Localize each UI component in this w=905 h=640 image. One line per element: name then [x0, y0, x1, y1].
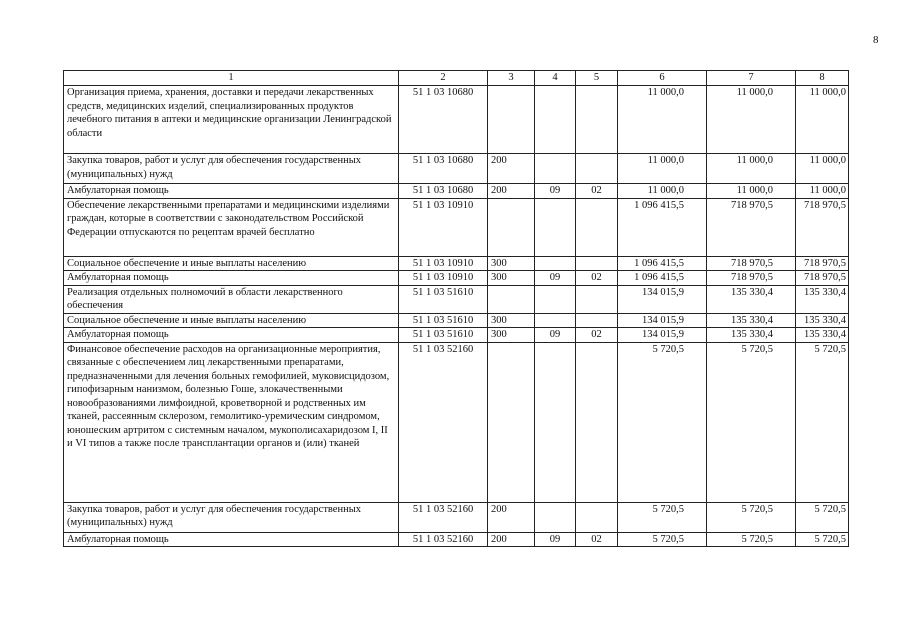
header-cell: 8: [796, 71, 849, 86]
row-rz: 09: [535, 184, 576, 199]
row-pr: [576, 86, 618, 154]
row-pr: [576, 256, 618, 271]
row-value-6: 134 015,9: [618, 285, 707, 313]
row-value-6: 134 015,9: [618, 328, 707, 343]
row-value-6: 134 015,9: [618, 313, 707, 328]
header-cell: 5: [576, 71, 618, 86]
row-name: Социальное обеспечение и иные выплаты населению: [64, 256, 399, 271]
row-value-6: 11 000,0: [618, 184, 707, 199]
row-value-8: 11 000,0: [796, 184, 849, 199]
row-value-8: 718 970,5: [796, 198, 849, 256]
row-name: Амбулаторная помощь: [64, 328, 399, 343]
table-row: [64, 313, 849, 328]
row-value-7: 135 330,4: [707, 313, 796, 328]
header-cell: 2: [399, 71, 488, 86]
row-value-8: 5 720,5: [796, 502, 849, 532]
row-name: Закупка товаров, работ и услуг для обеспечения государственных (муниципальных) нужд: [64, 154, 399, 184]
row-pr: [576, 313, 618, 328]
row-pr: 02: [576, 328, 618, 343]
row-value-6: 11 000,0: [618, 154, 707, 184]
row-vr: [488, 86, 535, 154]
row-value-8: 718 970,5: [796, 256, 849, 271]
row-vr: [488, 285, 535, 313]
row-name: Закупка товаров, работ и услуг для обеспечения государственных (муниципальных) нужд: [64, 502, 399, 532]
row-rz: 09: [535, 271, 576, 286]
table-row: [64, 184, 849, 199]
row-name: Организация приема, хранения, доставки и передачи лекарственных средств, медицинских изделий, специализированных продуктов лечебного питания в аптеки и медицинские организации Ленинградской области: [64, 86, 399, 154]
row-value-8: 5 720,5: [796, 532, 849, 547]
row-name: Реализация отдельных полномочий в области лекарственного обеспечения: [64, 285, 399, 313]
row-value-6: 5 720,5: [618, 502, 707, 532]
row-rz: [535, 198, 576, 256]
row-value-7: 718 970,5: [707, 256, 796, 271]
row-value-8: 718 970,5: [796, 271, 849, 286]
row-rz: [535, 256, 576, 271]
header-cell: 3: [488, 71, 535, 86]
table-row: [64, 328, 849, 343]
row-rz: [535, 86, 576, 154]
row-value-7: 135 330,4: [707, 328, 796, 343]
row-code: 51 1 03 51610: [399, 313, 488, 328]
header-cell: 6: [618, 71, 707, 86]
header-cell: 4: [535, 71, 576, 86]
row-rz: [535, 342, 576, 502]
table-row: [64, 154, 849, 184]
budget-table: [63, 70, 849, 547]
table-row: [64, 198, 849, 256]
row-pr: [576, 342, 618, 502]
table-row: [64, 342, 849, 502]
row-value-7: 5 720,5: [707, 532, 796, 547]
header-cell: 7: [707, 71, 796, 86]
row-vr: 300: [488, 328, 535, 343]
row-pr: [576, 285, 618, 313]
table-row: [64, 271, 849, 286]
row-value-8: 135 330,4: [796, 328, 849, 343]
row-pr: [576, 502, 618, 532]
row-code: 51 1 03 52160: [399, 502, 488, 532]
row-vr: 200: [488, 154, 535, 184]
row-vr: 200: [488, 532, 535, 547]
row-pr: 02: [576, 271, 618, 286]
table-row: [64, 532, 849, 547]
row-code: 51 1 03 51610: [399, 285, 488, 313]
row-name: Амбулаторная помощь: [64, 271, 399, 286]
row-rz: 09: [535, 532, 576, 547]
row-value-8: 135 330,4: [796, 285, 849, 313]
row-value-6: 5 720,5: [618, 342, 707, 502]
row-pr: 02: [576, 184, 618, 199]
page-number: 8: [873, 34, 879, 46]
row-pr: 02: [576, 532, 618, 547]
row-value-6: 1 096 415,5: [618, 256, 707, 271]
row-value-7: 718 970,5: [707, 271, 796, 286]
row-name: Амбулаторная помощь: [64, 184, 399, 199]
row-vr: 300: [488, 271, 535, 286]
row-rz: [535, 285, 576, 313]
row-code: 51 1 03 10680: [399, 184, 488, 199]
row-name: Амбулаторная помощь: [64, 532, 399, 547]
row-rz: [535, 502, 576, 532]
row-value-8: 5 720,5: [796, 342, 849, 502]
row-vr: 200: [488, 502, 535, 532]
row-vr: 300: [488, 256, 535, 271]
row-code: 51 1 03 52160: [399, 342, 488, 502]
row-pr: [576, 154, 618, 184]
row-name: Социальное обеспечение и иные выплаты населению: [64, 313, 399, 328]
row-rz: [535, 154, 576, 184]
row-code: 51 1 03 52160: [399, 532, 488, 547]
row-code: 51 1 03 10910: [399, 256, 488, 271]
row-value-7: 11 000,0: [707, 86, 796, 154]
row-value-7: 135 330,4: [707, 285, 796, 313]
row-code: 51 1 03 10910: [399, 271, 488, 286]
row-value-7: 718 970,5: [707, 198, 796, 256]
row-value-7: 11 000,0: [707, 154, 796, 184]
row-pr: [576, 198, 618, 256]
row-value-6: 1 096 415,5: [618, 271, 707, 286]
row-vr: [488, 198, 535, 256]
row-vr: 200: [488, 184, 535, 199]
header-cell: 1: [64, 71, 399, 86]
row-rz: 09: [535, 328, 576, 343]
row-name: Финансовое обеспечение расходов на организационные мероприятия, связанные с обеспечением лиц лекарственными препаратами, предназначенными для лечения больных гемофилией, муковисцидозом, гипофизарным нанизмом, болезнью Гоше, злокачественными новообразованиями лимфоидной, кроветворной и родственных им тканей, рассеянным склерозом, гемолитико-уремическим синдромом, юношеским артритом с системным началом, мукополисахаридозом I, II и VI типов а также после трансплантации органов и (или) тканей: [64, 342, 399, 502]
row-value-8: 11 000,0: [796, 154, 849, 184]
row-code: 51 1 03 10680: [399, 154, 488, 184]
row-code: 51 1 03 10910: [399, 198, 488, 256]
row-value-8: 135 330,4: [796, 313, 849, 328]
row-value-7: 5 720,5: [707, 342, 796, 502]
row-code: 51 1 03 10680: [399, 86, 488, 154]
row-rz: [535, 313, 576, 328]
row-value-7: 5 720,5: [707, 502, 796, 532]
row-name: Обеспечение лекарственными препаратами и медицинскими изделиями граждан, которые в соответствии с законодательством Российской Федерации отпускаются по рецептам врачей бесплатно: [64, 198, 399, 256]
header-row: [64, 71, 849, 86]
row-vr: 300: [488, 313, 535, 328]
row-value-6: 1 096 415,5: [618, 198, 707, 256]
row-value-7: 11 000,0: [707, 184, 796, 199]
row-value-6: 5 720,5: [618, 532, 707, 547]
row-vr: [488, 342, 535, 502]
table-row: [64, 502, 849, 532]
table-row: [64, 285, 849, 313]
table-row: [64, 256, 849, 271]
row-value-8: 11 000,0: [796, 86, 849, 154]
table-row: [64, 86, 849, 154]
row-code: 51 1 03 51610: [399, 328, 488, 343]
row-value-6: 11 000,0: [618, 86, 707, 154]
